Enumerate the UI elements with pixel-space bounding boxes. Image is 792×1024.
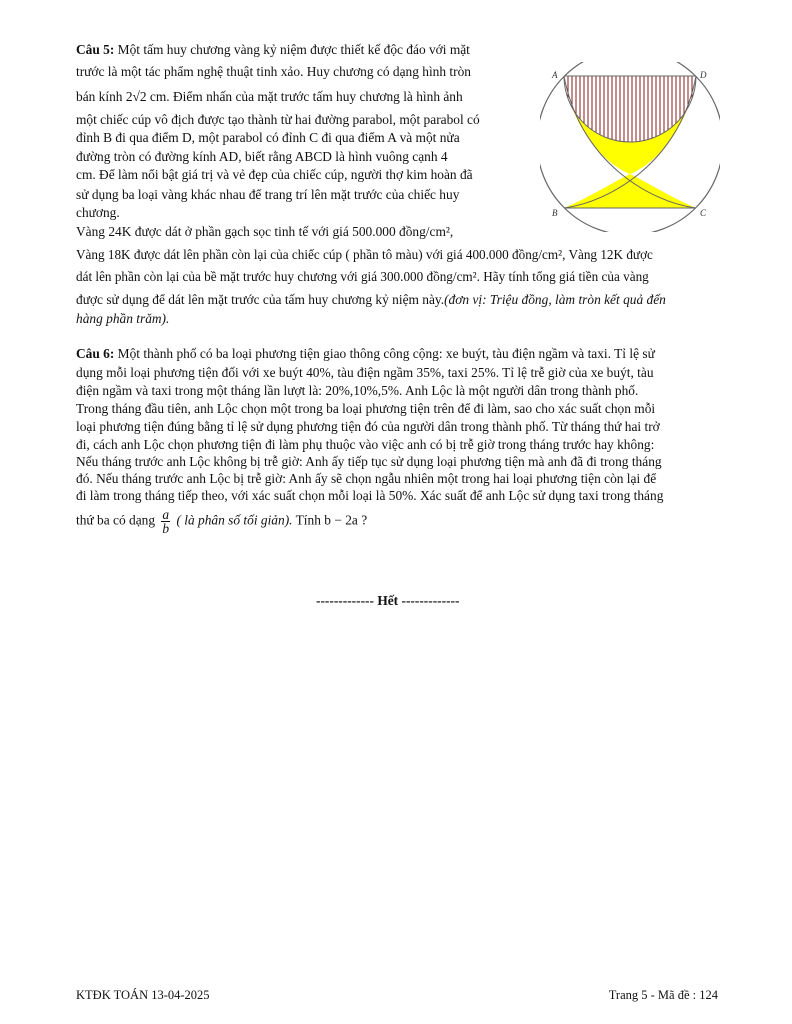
q5-line-6: đường tròn có đường kính AD, biết rằng ABCD là hình vuông cạnh 4 [76, 149, 448, 164]
footer-left: KTĐK TOÁN 13-04-2025 [76, 988, 210, 1002]
q6-line-9: đi làm trong tháng tiếp theo, với xác suất chọn mỗi loại là 50%. Xác suất để anh Lộc sử dụng taxi trong tháng [76, 488, 664, 503]
q6-line-8: đó. Nếu tháng trước anh Lộc bị trễ giờ: Anh ấy sẽ chọn ngẫu nhiên một trong hai loại phương tiện còn lại để [76, 471, 657, 486]
q6-line-7: Nếu tháng trước anh Lộc không bị trễ giờ: Anh ấy tiếp tục sử dụng loại phương tiện mà anh đã đi trong tháng [76, 454, 662, 469]
q6-line-5: loại phương tiện đúng bằng tỉ lệ sử dụng phương tiện đó của người dân trong thành phố. Từ tháng thứ hai trở [76, 419, 660, 434]
q5-line-8: sử dụng ba loại vàng khác nhau để trang trí lên mặt trước của chiếc huy [76, 187, 460, 202]
q5-line-3: bán kính 2√2 cm. Điểm nhấn của mặt trước tấm huy chương là hình ảnh [76, 89, 463, 104]
label-c: C [700, 208, 707, 218]
cup-base-region [564, 174, 696, 208]
label-b: B [552, 208, 558, 218]
q6-line-4: Trong tháng đầu tiên, anh Lộc chọn một trong ba loại phương tiện trên để đi làm, sao cho xác suất chọn mỗi [76, 401, 656, 416]
q6-line-10: thứ ba có dạng $\frac{a}{b}$ ( là phân số tối giản). Tính b − 2a ? [76, 507, 368, 536]
end-mark: ------------- Hết ------------- [316, 593, 460, 608]
footer-right: Trang 5 - Mã đề : 124 [608, 988, 718, 1002]
q6-line-2: dụng mỗi loại phương tiện đối với xe buýt 40%, tàu điện ngầm 35%, taxi 25%. Tỉ lệ trễ giờ của xe buýt, tàu [76, 365, 654, 380]
q5-line-5: đỉnh B đi qua điểm D, một parabol có đỉnh C đi qua điểm A và một nửa [76, 130, 460, 145]
q5-line-12: dát lên phần còn lại của bề mặt trước huy chương với giá 300.000 đồng/cm². Hãy tính tổng giá tiền của vàng [76, 269, 649, 284]
q6-line-6: đi, cách anh Lộc chọn phương tiện đi làm phụ thuộc vào việc anh có bị trễ giờ trong tháng trước hay không: [76, 437, 655, 452]
q6-label: Câu 6: [76, 346, 115, 361]
q5-line-11: Vàng 18K được dát lên phần còn lại của chiếc cúp ( phần tô màu) với giá 400.000 đồng/cm², Vàng 12K được [76, 247, 653, 262]
label-d: D [700, 70, 707, 80]
q5-label: Câu 5: [76, 42, 115, 57]
q5-line-10: Vàng 24K được dát ở phần gạch sọc tinh tế với giá 500.000 đồng/cm², [76, 224, 454, 239]
q5-line-2: trước là một tác phẩm nghệ thuật tinh xảo. Huy chương có dạng hình tròn [76, 64, 471, 79]
q5-line-9: chương. [76, 205, 120, 220]
q5-line-13: được sử dụng để dát lên mặt trước của tấm huy chương kỷ niệm này.(đơn vị: Triệu đồng, làm tròn kết quả đến [76, 292, 666, 307]
q6-line-1: Câu 6: Một thành phố có ba loại phương tiện giao thông công cộng: xe buýt, tàu điện ngầm và taxi. Tỉ lệ sử [76, 346, 655, 361]
medal-figure [540, 62, 720, 232]
q5-line-14: hàng phần trăm). [76, 311, 170, 326]
fraction-a-over-b: $\frac{a}{b}$ [162, 507, 170, 536]
q5-line-4: một chiếc cúp vô địch được tạo thành từ hai đường parabol, một parabol có [76, 112, 480, 127]
label-a: A [552, 70, 558, 80]
q5-line-7: cm. Để làm nổi bật giá trị và vẻ đẹp của chiếc cúp, người thợ kim hoàn đã [76, 167, 473, 182]
q6-line-3: điện ngầm và taxi trong một tháng lần lượt là: 20%,10%,5%. Anh Lộc là một người dân trong thành phố. [76, 383, 639, 398]
q5-line-1: Câu 5: Một tấm huy chương vàng kỷ niệm được thiết kế độc đáo với mặt [76, 42, 470, 57]
